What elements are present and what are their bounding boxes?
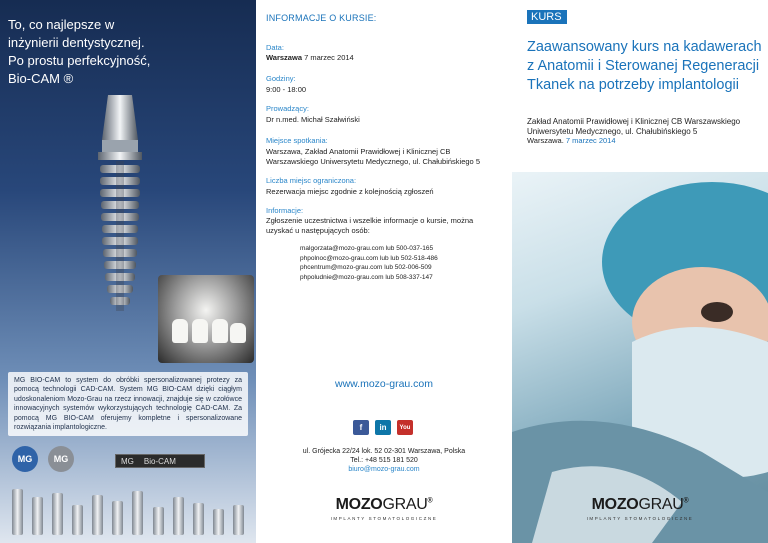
mg-logo-icon: MG — [12, 446, 38, 472]
contact-email[interactable]: phcentrum@mozo-grau.com lub 502-006-509 — [300, 264, 432, 271]
venue — [527, 117, 767, 137]
venue-date-text: 7 marzec 2014 — [563, 136, 616, 145]
seats-label: Liczba miejsc ograniczona: — [266, 176, 357, 185]
date-value — [266, 53, 506, 63]
info-line-1: Zgłoszenie uczestnictwa i wszelkie informacje o kursie, można — [266, 216, 474, 225]
crowns-image — [158, 275, 254, 363]
contact-email[interactable]: phpolnoc@mozo-grau.com lub lub 502-518-486 — [300, 254, 438, 262]
venue-date — [527, 136, 616, 145]
address-line: ul. Grójecka 22/24 lok. 52 02-301 Warszawa, Polska — [302, 448, 466, 455]
mozo-grau-logo — [575, 496, 705, 521]
surgeon-photo — [512, 172, 768, 543]
place-line-2: Warszawskiego Uniwersytetu Medycznego, ul. Chałubińskiego 5 — [266, 157, 480, 166]
course-title-line: Tkanek na potrzeby implantologii — [527, 77, 739, 93]
course-info-heading: INFORMACJE O KURSIE: — [266, 13, 377, 23]
brand-logos-row — [10, 444, 250, 474]
logo-grau: GRAU — [382, 496, 428, 513]
hours-label: Godziny: — [266, 74, 296, 83]
website-link[interactable]: www.mozo-grau.com — [334, 378, 434, 390]
seats-value: Rezerwacja miejsc zgodnie z kolejnością zgłoszeń — [266, 187, 434, 196]
lecturer-label: Prowadzący: — [266, 104, 309, 113]
tagline-line: Po prostu perfekcyjność, — [8, 53, 151, 68]
place-line-1: Warszawa, Zakład Anatomii Prawidłowej i Klinicznej CB — [266, 147, 451, 156]
info-line-2: uzyskać u następujących osób: — [266, 226, 370, 235]
course-title-line: Zaawansowany kurs na kadawerach — [527, 39, 762, 55]
course-badge: KURS — [527, 10, 567, 24]
left-panel — [0, 0, 256, 543]
biocam-description: MG BIO-CAM to system do obróbki spersonalizowanej protezy za pomocą technologii CAD-CAM. System MG BIO-CAM dzięki ciągłym udoskonaleniom Mozo-Grau na rzecz innowacji, znajduje się w czołówce innowacyjnych systemów wykorzystujących technologię CAD-CAM. Za pomocą MG BIO-CAM oferujemy kompletne i spersonalizowane rozwiązania implantologiczne. — [8, 372, 248, 436]
venue-city: Warszawa. — [527, 136, 564, 145]
tagline-line: To, co najlepsze w — [8, 17, 115, 32]
logo-mark: ® — [427, 497, 433, 505]
linkedin-icon[interactable]: in — [375, 420, 391, 435]
lecturer-value: Dr n.med. Michał Szałwiński — [266, 115, 360, 124]
hours-value: 9:00 - 18:00 — [266, 85, 307, 94]
company-address — [256, 447, 512, 474]
contact-email[interactable]: malgorzata@mozo-grau.com lub 500-037-165 — [300, 245, 434, 252]
logo-subtitle: IMPLANTY STOMATOLOGICZNE — [586, 516, 694, 521]
logo-mozo: MOZO — [335, 496, 383, 513]
tagline-line: inżynierii dentystycznej. — [8, 35, 145, 50]
logo-grau: GRAU — [638, 496, 684, 513]
biocam-logo — [115, 454, 205, 468]
biocam-logo-text: Bio-CAM — [143, 456, 176, 466]
mozo-grau-logo — [319, 496, 449, 521]
implant-parts-image — [8, 483, 248, 535]
phone-line: Tel.: +48 515 181 520 — [350, 457, 418, 464]
facebook-icon[interactable]: f — [353, 420, 369, 435]
logo-mozo: MOZO — [591, 496, 639, 513]
office-email-link[interactable]: biuro@mozo-grau.com — [348, 466, 420, 473]
youtube-icon[interactable]: You — [397, 420, 413, 435]
tagline — [8, 16, 188, 88]
place-label: Miejsce spotkania: — [266, 136, 328, 145]
info-label: Informacje: — [266, 206, 304, 215]
course-title — [527, 38, 765, 95]
logo-mark: ® — [683, 497, 689, 505]
date-city: Warszawa — [266, 53, 302, 62]
biocam-logo-mg: MG — [121, 456, 134, 466]
mg-logo-icon: MG — [48, 446, 74, 472]
logo-subtitle: IMPLANTY STOMATOLOGICZNE — [330, 516, 438, 521]
middle-panel — [256, 0, 512, 543]
contact-email[interactable]: phpoludnie@mozo-grau.com lub 508-337-147 — [300, 273, 433, 281]
course-title-line: z Anatomii i Sterowanej Regeneracji — [527, 58, 760, 74]
dental-implant-image — [80, 95, 160, 325]
right-panel — [512, 0, 768, 543]
venue-line: Uniwersytetu Medycznego, ul. Chałubińskiego 5 — [527, 127, 698, 136]
venue-line: Zakład Anatomii Prawidłowej i Klinicznej CB Warszawskiego — [527, 117, 741, 126]
tagline-line: Bio-CAM ® — [8, 71, 74, 86]
date-text: 7 marzec 2014 — [304, 53, 354, 62]
contact-email-list — [300, 244, 438, 282]
date-label: Data: — [266, 43, 284, 52]
